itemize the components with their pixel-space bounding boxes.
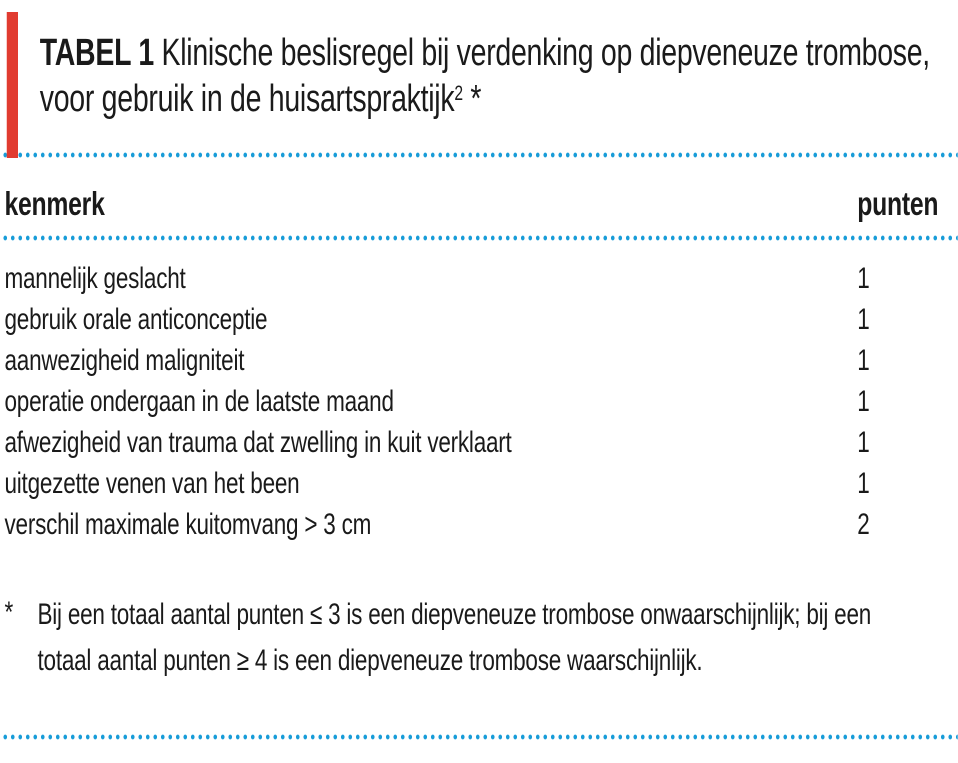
row-label: afwezigheid van trauma dat zwelling in kuit verklaart: [4, 426, 512, 459]
table-row: [5, 340, 958, 381]
table-header-row: [5, 184, 958, 224]
table-row: [5, 504, 958, 545]
dotted-rule-bottom: [0, 733, 958, 741]
footnote: [5, 592, 878, 684]
table-body: [5, 258, 958, 545]
row-points: 2: [857, 508, 870, 541]
row-label: uitgezette venen van het been: [4, 467, 300, 500]
row-points: 1: [857, 467, 870, 500]
row-points: 1: [857, 262, 870, 295]
row-points: 1: [857, 385, 870, 418]
title-footnote-symbol: *: [470, 78, 482, 120]
table-title: [40, 30, 933, 122]
row-points: 1: [857, 426, 870, 459]
column-header-punten: punten: [857, 185, 939, 222]
footnote-text: Bij een totaal aantal punten ≤ 3 is een diepveneuze trombose onwaarschijnlijk; bij een totaal aantal punten ≥ 4 is een diepveneuze trombose waarschijnlijk.: [37, 598, 872, 677]
table-row: [5, 258, 958, 299]
row-label: aanwezigheid maligniteit: [4, 344, 245, 377]
column-header-kenmerk: kenmerk: [4, 185, 105, 222]
dotted-rule-top: [0, 151, 958, 159]
row-label: gebruik orale anticonceptie: [4, 303, 268, 336]
title-label: TABEL 1: [39, 32, 154, 74]
table-row: [5, 299, 958, 340]
row-points: 1: [857, 303, 870, 336]
row-label: operatie ondergaan in de laatste maand: [4, 385, 394, 418]
row-label: mannelijk geslacht: [4, 262, 186, 295]
red-accent-bar: [7, 12, 18, 158]
row-points: 1: [857, 344, 870, 377]
table-row: [5, 422, 958, 463]
footnote-marker: *: [4, 596, 14, 629]
title-reference-superscript: 2: [454, 81, 463, 105]
table-row: [5, 463, 958, 504]
row-label: verschil maximale kuitomvang > 3 cm: [4, 508, 372, 541]
title-text: Klinische beslisregel bij verdenking op diepveneuze trombose, voor gebruik in de huisartspraktijk: [39, 32, 930, 120]
dotted-rule-middle: [0, 234, 958, 242]
table-row: [5, 381, 958, 422]
